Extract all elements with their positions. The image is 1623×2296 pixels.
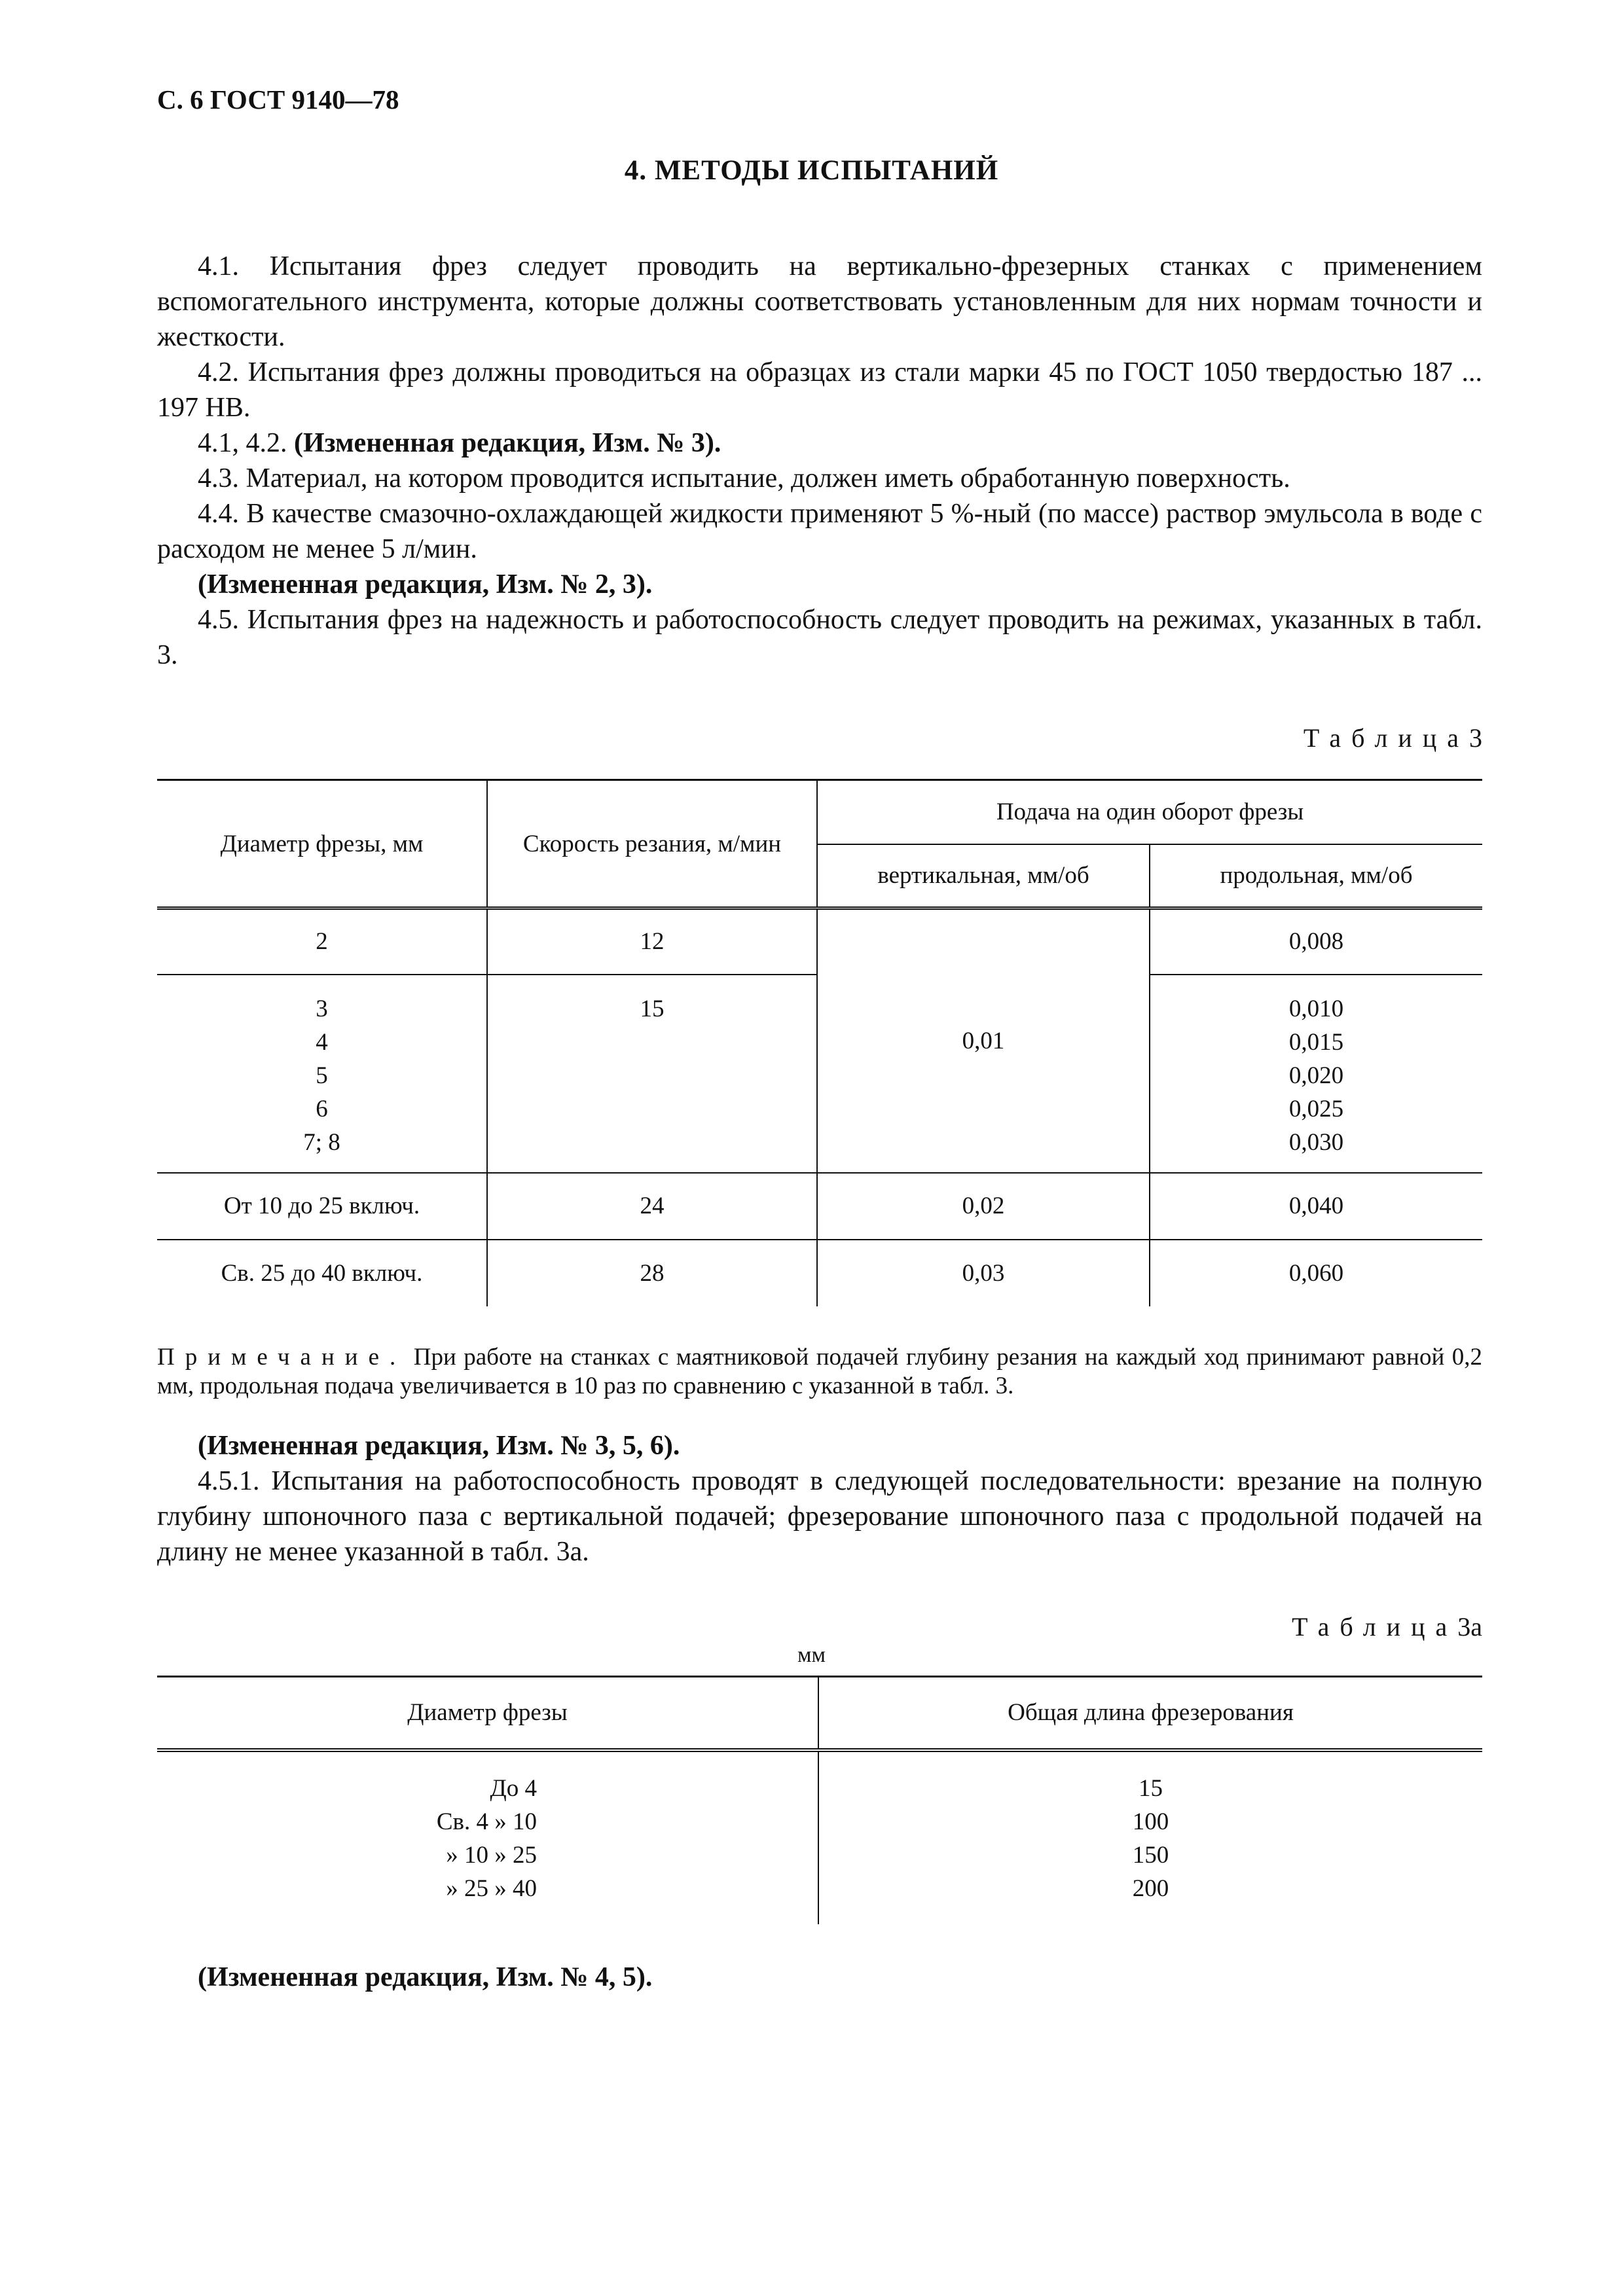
edit-note: (Измененная редакция, Изм. № 3). xyxy=(294,428,721,458)
paragraph-4-4: 4.4. В качестве смазочно-охлаждающей жидкости применяют 5 %-ный (по массе) раствор эмульсола в воде с расходом не менее 5 л/мин. xyxy=(157,499,1482,564)
list-item: » 10 » 25 xyxy=(446,1841,537,1869)
table3-caption xyxy=(1304,723,1482,753)
cell-speed: 15 xyxy=(640,995,665,1022)
list-item: До 4 xyxy=(490,1774,537,1802)
page-header: С. 6 ГОСТ 9140—78 xyxy=(157,84,399,115)
cell-diameter: 2 xyxy=(157,908,487,975)
table-row xyxy=(157,1173,1482,1240)
cell-longitudinal-list xyxy=(1150,975,1482,1173)
cell-longitudinal: 0,010 xyxy=(1288,995,1344,1022)
list-item: Св. 4 » 10 xyxy=(436,1808,537,1835)
list-item: 200 xyxy=(1132,1874,1169,1902)
header-diameter: Диаметр фрезы, мм xyxy=(157,780,487,908)
edit-note-4-5: (Измененная редакция, Изм. № 4, 5). xyxy=(198,1962,653,1992)
cell-longitudinal: 0,040 xyxy=(1150,1173,1482,1240)
cell-longitudinal: 0,030 xyxy=(1288,1128,1344,1156)
cell-longitudinal: 0,020 xyxy=(1288,1062,1344,1089)
cell-diameter: 7; 8 xyxy=(303,1128,340,1156)
table-3 xyxy=(157,779,1482,1306)
cell-diameter: 4 xyxy=(316,1028,328,1056)
paragraph-4-5-1: 4.5.1. Испытания на работоспособность проводят в следующей последовательности: врезание на полную глубину шпоночного паза с вертикальной подачей; фрезерование шпоночного паза с продольной подачей на длину не менее указанной в табл. 3а. xyxy=(157,1466,1482,1567)
header-longitudinal-feed: продольная, мм/об xyxy=(1150,844,1482,908)
cell-speed: 12 xyxy=(487,908,817,975)
header-feed-group: Подача на один оборот фрезы xyxy=(817,780,1482,844)
table3-caption-number: 3 xyxy=(1469,723,1482,753)
table3-caption-word: Таблица xyxy=(1303,723,1469,753)
cell-speed: 24 xyxy=(487,1173,817,1240)
edit-note-2-3: (Измененная редакция, Изм. № 2, 3). xyxy=(198,569,653,600)
table3a-caption-number: 3а xyxy=(1457,1612,1482,1641)
cell-speed-group xyxy=(487,975,817,1173)
cell-longitudinal: 0,025 xyxy=(1288,1095,1344,1122)
length-list-cell xyxy=(818,1750,1482,1924)
cell-diameter: 5 xyxy=(316,1062,328,1089)
table-row xyxy=(157,908,1482,975)
cell-diameter: От 10 до 25 включ. xyxy=(157,1173,487,1240)
list-item: 15 xyxy=(1139,1774,1163,1802)
section-title: 4. МЕТОДЫ ИСПЫТАНИЙ xyxy=(624,155,999,186)
header-length: Общая длина фрезерования xyxy=(818,1677,1482,1750)
edit-note-3-5-6: (Измененная редакция, Изм. № 3, 5, 6). xyxy=(198,1431,680,1461)
note-label: Примечание. xyxy=(157,1344,407,1371)
cell-vertical: 0,02 xyxy=(817,1173,1150,1240)
cell-diameter: 3 xyxy=(316,995,328,1022)
paragraph-4-5: 4.5. Испытания фрез на надежность и работоспособность следует проводить на режимах, указанных в табл. 3. xyxy=(157,605,1482,670)
paragraph-4-1-4-2-edit xyxy=(157,425,1482,461)
note-text: При работе на станках с маятниковой подачей глубину резания на каждый ход принимают равной 0,2 мм, продольная подача увеличивается в 10 раз по сравнению с указанной в табл. 3. xyxy=(157,1344,1482,1399)
header-diameter: Диаметр фрезы xyxy=(157,1677,818,1750)
header-speed: Скорость резания, м/мин xyxy=(487,780,817,908)
table3-note xyxy=(157,1343,1482,1401)
paragraph-4-1: 4.1. Испытания фрез следует проводить на вертикально-фрезерных станках с применением вспомогательного инструмента, которые должны соответствовать установленным для них нормам точности и жесткости. xyxy=(157,251,1482,352)
table3a-unit: мм xyxy=(797,1643,826,1667)
cell-speed: 28 xyxy=(487,1240,817,1306)
paragraph-4-2: 4.2. Испытания фрез должны проводиться на образцах из стали марки 45 по ГОСТ 1050 твердостью 187 ... 197 НВ. xyxy=(157,357,1482,423)
cell-longitudinal: 0,015 xyxy=(1288,1028,1344,1056)
cell-longitudinal: 0,008 xyxy=(1150,908,1482,975)
list-item: 150 xyxy=(1132,1841,1169,1869)
table3a-caption-word: Таблица xyxy=(1292,1612,1458,1641)
cell-vertical-merged: 0,01 xyxy=(817,908,1150,1173)
table-3a xyxy=(157,1676,1482,1924)
list-item: » 25 » 40 xyxy=(446,1874,537,1902)
table-row xyxy=(157,1240,1482,1306)
diameter-list-cell xyxy=(157,1750,818,1924)
paragraph-4-3: 4.3. Материал, на котором проводится испытание, должен иметь обработанную поверхность. xyxy=(198,463,1290,493)
header-vertical-feed: вертикальная, мм/об xyxy=(817,844,1150,908)
cell-diameter: 6 xyxy=(316,1095,328,1122)
cell-diameter-list xyxy=(157,975,487,1173)
cell-vertical: 0,03 xyxy=(817,1240,1150,1306)
cell-diameter: Св. 25 до 40 включ. xyxy=(157,1240,487,1306)
cell-longitudinal: 0,060 xyxy=(1288,1259,1344,1287)
list-item: 100 xyxy=(1132,1808,1169,1835)
table3a-caption xyxy=(1292,1611,1482,1642)
edit-prefix: 4.1, 4.2. xyxy=(198,428,294,458)
